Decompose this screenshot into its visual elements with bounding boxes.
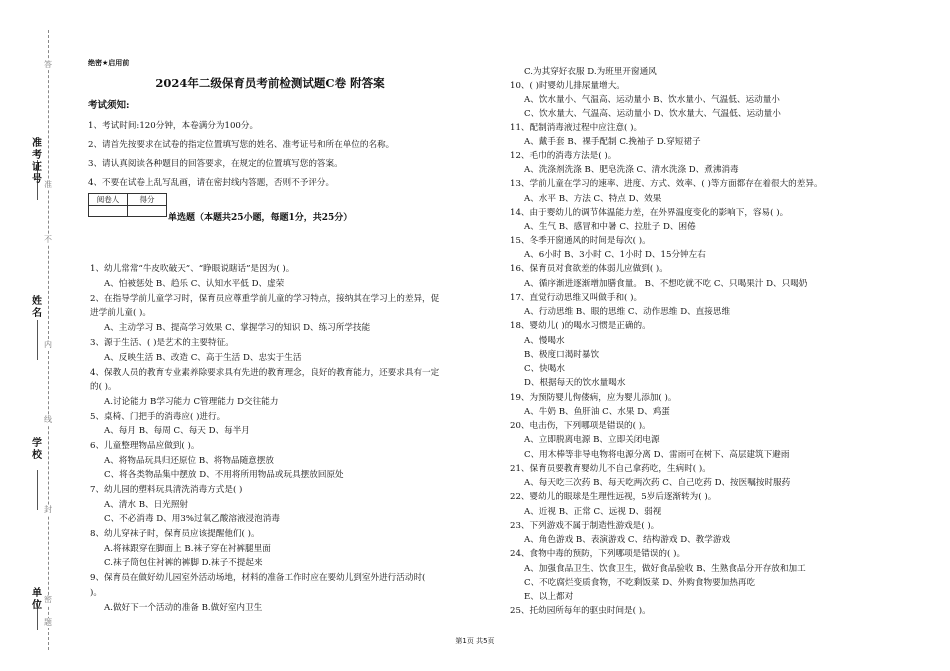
answer-options: A、每天吃三次药 B、每天吃两次药 C、自己吃药 D、按医嘱按时服药	[524, 478, 791, 488]
blank-line	[37, 320, 38, 360]
answer-options: A、立即脱离电源 B、立即关闭电源	[524, 435, 660, 445]
question-text: 2、在指导学前儿童学习时，保育员应尊重学前儿童的学习特点，接纳其在学习上的差异，促	[90, 294, 440, 304]
confidential-label: 绝密★启用前	[88, 59, 130, 67]
question-text: 25、托幼园所每年的驱虫时间是( )。	[510, 606, 651, 616]
answer-options: C、不必消毒 D、用3%过氧乙酸溶液浸泡消毒	[104, 514, 280, 524]
answer-options: A、水平 B、方法 C、特点 D、效果	[524, 194, 662, 204]
notice-heading: 考试须知:	[88, 100, 130, 111]
score-table-score: 得分	[128, 194, 167, 206]
notice-item: 4、不要在试卷上乱写乱画，请在密封线内答题，否则不予评分。	[88, 178, 335, 188]
question-text: 7、幼儿园的塑料玩具清洗消毒方式是( )	[90, 485, 243, 495]
answer-options: C、饮水量大、气温高、运动量小 D、饮水量大、气温低、运动量小	[524, 109, 781, 119]
answer-options: E、以上都对	[524, 592, 574, 602]
question-text: 17、直觉行动思维又叫做手和( )。	[510, 293, 643, 303]
answer-options: C.袜子筒包住衬裤的裤脚 D.袜子不提起来	[104, 558, 263, 568]
question-text: )。	[90, 588, 102, 598]
answer-options: C、快喝水	[524, 364, 565, 374]
question-text: 24、食物中毒的预防，下列哪项是错误的( )。	[510, 549, 686, 559]
question-text: 20、电击伤，下列哪项是错误的( )。	[510, 421, 651, 431]
question-text: 10、( )时婴幼儿排尿量增大。	[510, 81, 625, 91]
question-text: 进学前儿童( )。	[90, 308, 151, 318]
seal-mark: 内	[44, 340, 52, 349]
answer-options: D、根据每天的饮水量喝水	[524, 378, 626, 388]
answer-options: A、怕被惩处 B、趋乐 C、认知水平低 D、虚荣	[104, 279, 285, 289]
answer-options: A、反映生活 B、改造 C、高于生活 D、忠实于生活	[104, 353, 302, 363]
answer-options: A、清水 B、日光照射	[104, 500, 189, 510]
seal-mark: 密	[44, 595, 52, 604]
section-heading: 单选题（本题共25小题，每题1分，共25分）	[168, 213, 353, 223]
question-text: 23、下列游戏不属于制造性游戏是( )。	[510, 521, 660, 531]
page-title: 2024年二级保育员考前检测试题C卷 附答案	[155, 76, 385, 90]
question-text: 的( )。	[90, 382, 117, 392]
answer-options: A、饮水量小、气温高、运动量小 B、饮水量小、气温低、运动量小	[524, 95, 780, 105]
seal-mark: 答	[44, 60, 52, 69]
answer-options: A、6小时 B、3小时 C、1小时 D、15分钟左右	[524, 250, 706, 260]
question-text: 13、学前儿童在学习的速率、进度、方式、效率、( )等方面都存在着很大的差异。	[510, 179, 823, 189]
question-text: 11、配制消毒液过程中应注意( )。	[510, 123, 643, 133]
label-name: 姓名	[32, 296, 42, 319]
question-text: 3、源于生活、( )是艺术的主要特征。	[90, 338, 234, 348]
binding-strip	[0, 0, 60, 671]
question-text: 8、幼儿穿袜子时，保育员应该提醒他们( )。	[90, 529, 260, 539]
answer-options: B、极度口渴时暴饮	[524, 350, 600, 360]
question-text: 16、保育员对食欲差的体弱儿应做到( )。	[510, 264, 668, 274]
score-cell-reviewer[interactable]	[89, 206, 128, 217]
answer-options: A.将袜跟穿在脚面上 B.袜子穿在衬裤腿里面	[104, 544, 271, 554]
question-text: 1、幼儿常常“牛皮吹破天”、“睁眼说瞎话”是因为( )。	[90, 264, 295, 274]
answer-options: A、行动思维 B、眼的思维 C、动作思维 D、直接思维	[524, 307, 731, 317]
answer-options: A、主动学习 B、提高学习效果 C、掌握学习的知识 D、练习所学技能	[104, 323, 371, 333]
question-text: 12、毛巾的消毒方法是( )。	[510, 151, 617, 161]
answer-options: C、将各类物品集中摆放 D、不用将所用物品或玩具摆放回原处	[104, 470, 344, 480]
notice-item: 3、请认真阅读各种题目的回答要求，在规定的位置填写您的答案。	[88, 159, 343, 169]
answer-options: C、不吃腐烂变质食物，不吃剩饭菜 D、外购食物要加热再吃	[524, 578, 756, 588]
answer-options: A、循序渐进逐渐增加膳食量。 B、不想吃就不吃 C、只喝果汁 D、只喝奶	[524, 279, 808, 289]
question-text: 6、儿童整理物品应做到( )。	[90, 441, 200, 451]
score-cell-score[interactable]	[128, 206, 167, 217]
question-text: 21、保育员要教育婴幼儿不自己拿药吃，生病时( )。	[510, 464, 711, 474]
answer-options: A.讨论能力 B学习能力 C管理能力 D交往能力	[104, 397, 279, 407]
question-text: 4、保教人员的教育专业素养除要求具有先进的教育理念，良好的教育能力，还要求具有一定	[90, 368, 440, 378]
answer-options: A、每月 B、每周 C、每天 D、每半月	[104, 426, 250, 436]
seal-mark: 封	[44, 505, 52, 514]
answer-options: A、生气 B、感冒和中暑 C、拉肚子 D、困倦	[524, 222, 696, 232]
question-text: 22、婴幼儿的眼球是生理性远视，5岁后逐渐转为( )。	[510, 492, 717, 502]
score-table	[88, 193, 167, 217]
answer-options: A、近视 B、正常 C、远视 D、弱视	[524, 507, 662, 517]
answer-options: C.为其穿好衣服 D.为班里开窗通风	[524, 67, 657, 77]
seal-mark: 题	[44, 618, 52, 627]
label-exam-number: 准考证号	[32, 138, 42, 185]
question-text: 5、桌椅、门把手的消毒应( )进行。	[90, 412, 226, 422]
answer-options: A.做好下一个活动的准备 B.做好室内卫生	[104, 603, 263, 613]
question-text: 14、由于婴幼儿的调节体温能力差，在外界温度变化的影响下，容易( )。	[510, 208, 789, 218]
answer-options: C、用木棒等非导电物将电源分离 D、雷雨可在树下、高层建筑下避雨	[524, 450, 790, 460]
answer-options: A、将物品玩具归还原位 B、将物品随意摆放	[104, 456, 274, 466]
seal-mark: 准	[44, 180, 52, 189]
question-text: 9、保育员在做好幼儿园室外活动场地，材料的准备工作时应在要幼儿到室外进行活动时(	[90, 573, 426, 583]
seal-mark: 不	[44, 235, 52, 244]
question-text: 18、婴幼儿( )的喝水习惯是正确的。	[510, 321, 651, 331]
answer-options: A、牛奶 B、鱼肝油 C、水果 D、鸡蛋	[524, 407, 670, 417]
answer-options: A、角色游戏 B、表演游戏 C、结构游戏 D、教学游戏	[524, 535, 731, 545]
label-unit: 单位	[32, 588, 42, 611]
answer-options: A、慢喝水	[524, 336, 565, 346]
answer-options: A、戴手套 B、裸手配制 C.挽袖子 D.穿短裙子	[524, 137, 701, 147]
answer-options: A、洗涤剂洗涤 B、肥皂洗涤 C、清水洗涤 D、煮沸消毒	[524, 165, 739, 175]
score-table-reviewer: 阅卷人	[89, 194, 128, 206]
question-text: 15、冬季开窗通风的时间是每次( )。	[510, 236, 651, 246]
answer-options: A、加强食品卫生、饮食卫生，做好食品验收 B、生熟食品分开存放和加工	[524, 564, 806, 574]
question-text: 19、为预防婴儿佝偻病，应为婴儿添加( )。	[510, 393, 677, 403]
seal-mark: 线	[44, 415, 52, 424]
label-school: 学校	[32, 438, 42, 461]
page-footer: 第1页 共5页	[455, 637, 495, 645]
blank-line	[37, 470, 38, 510]
notice-item: 1、考试时间:120分钟，本卷满分为100分。	[88, 121, 259, 131]
notice-item: 2、请首先按要求在试卷的指定位置填写您的姓名、准考证号和所在单位的名称。	[88, 140, 395, 150]
